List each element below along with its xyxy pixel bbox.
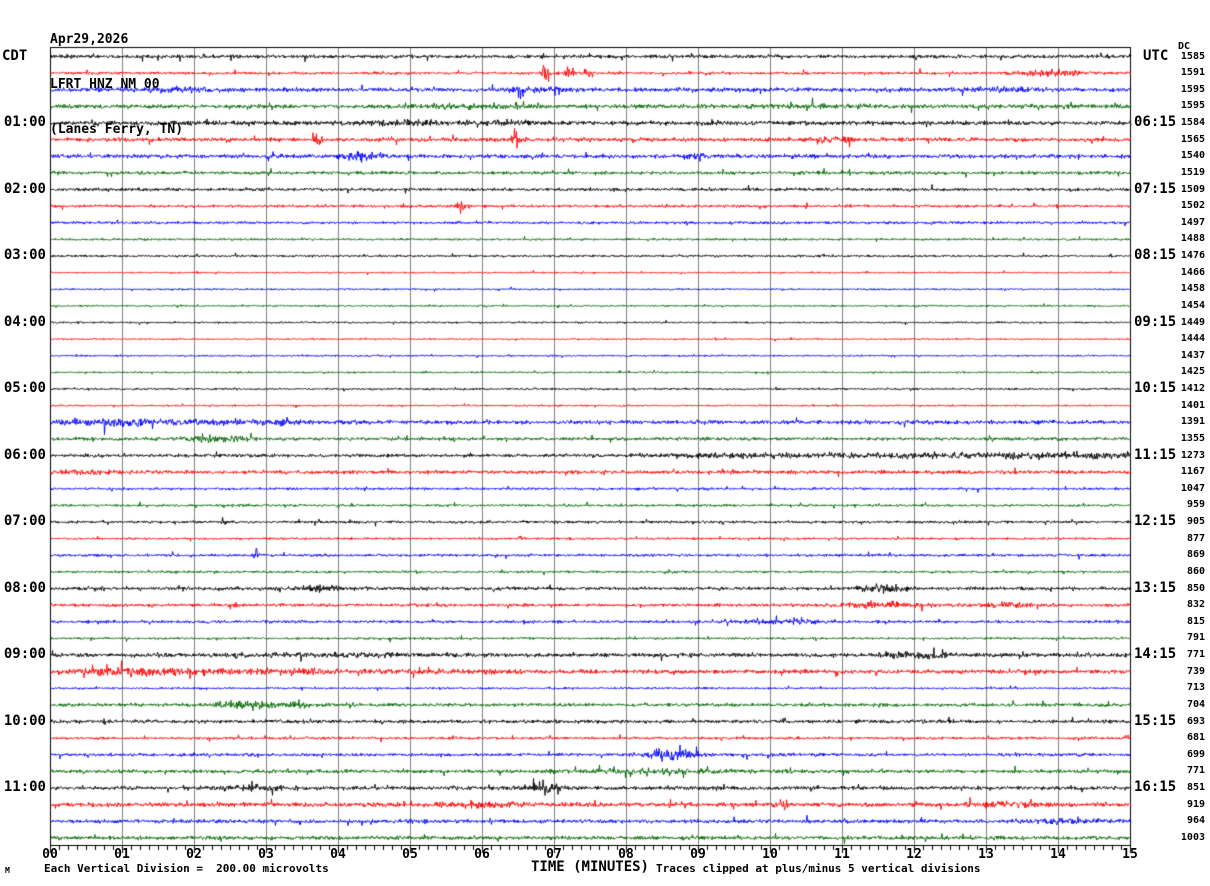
dc-offset-value: 1003 bbox=[1180, 831, 1205, 843]
x-axis-title: TIME (MINUTES) bbox=[530, 859, 649, 875]
dc-offset-value: 1273 bbox=[1180, 449, 1205, 461]
dc-offset-value: 1425 bbox=[1180, 366, 1205, 378]
dc-offset-value: 1401 bbox=[1180, 399, 1205, 411]
right-time-label: 14:15 bbox=[1134, 646, 1177, 662]
left-time-label: 03:00 bbox=[3, 247, 46, 263]
station-label: LFRT HNZ NM 00 bbox=[50, 77, 160, 92]
dc-offset-value: 1497 bbox=[1180, 216, 1205, 228]
x-tick-label: 05 bbox=[402, 847, 418, 862]
dc-offset-value: 1437 bbox=[1180, 349, 1205, 361]
watermark: M bbox=[5, 866, 10, 875]
dc-offset-value: 851 bbox=[1186, 782, 1205, 793]
x-tick-label: 11 bbox=[834, 847, 850, 862]
dc-offset-value: 1047 bbox=[1180, 482, 1205, 494]
dc-offset-value: 1584 bbox=[1180, 117, 1205, 128]
dc-offset-value: 1585 bbox=[1180, 50, 1205, 62]
dc-offset-value: 919 bbox=[1186, 798, 1205, 810]
scale-note: Each Vertical Division = 200.00 microvolts bbox=[44, 862, 329, 875]
left-time-label: 06:00 bbox=[3, 446, 46, 463]
dc-offset-value: 1355 bbox=[1180, 432, 1205, 444]
dc-offset-value: 850 bbox=[1186, 582, 1205, 594]
dc-offset-value: 1595 bbox=[1180, 83, 1205, 95]
dc-offset-value: 1509 bbox=[1180, 183, 1205, 195]
dc-offset-value: 1595 bbox=[1180, 100, 1205, 112]
dc-offset-value: 1466 bbox=[1180, 266, 1205, 278]
clip-note: Traces clipped at plus/minus 5 vertical divisions bbox=[656, 862, 981, 875]
left-time-label: 04:00 bbox=[3, 313, 46, 330]
x-tick-label: 09 bbox=[690, 847, 706, 862]
dc-offset-value: 791 bbox=[1186, 632, 1205, 644]
date-label: Apr29,2026 bbox=[50, 32, 129, 47]
x-tick-label: 12 bbox=[906, 847, 922, 862]
x-tick-label: 04 bbox=[330, 847, 346, 862]
dc-offset-value: 860 bbox=[1186, 565, 1205, 577]
right-time-label: 13:15 bbox=[1134, 579, 1177, 596]
dc-offset-value: 1591 bbox=[1180, 67, 1205, 79]
dc-offset-value: 1502 bbox=[1180, 200, 1205, 212]
left-time-label: 01:00 bbox=[3, 114, 46, 130]
dc-offset-value: 693 bbox=[1186, 715, 1205, 727]
right-time-label: 16:15 bbox=[1134, 779, 1177, 795]
right-timezone-label: UTC bbox=[1143, 48, 1169, 64]
left-time-label: 09:00 bbox=[3, 646, 46, 662]
right-time-label: 12:15 bbox=[1134, 513, 1177, 529]
dc-offset-value: 1565 bbox=[1180, 133, 1205, 145]
left-time-label: 11:00 bbox=[3, 779, 46, 795]
right-time-label: 10:15 bbox=[1134, 380, 1177, 396]
dc-offset-value: 959 bbox=[1186, 499, 1205, 511]
dc-offset-value: 815 bbox=[1186, 615, 1205, 627]
dc-offset-value: 1458 bbox=[1180, 283, 1205, 295]
dc-offset-value: 771 bbox=[1186, 649, 1205, 660]
x-tick-label: 14 bbox=[1050, 847, 1066, 862]
x-tick-label: 10 bbox=[762, 847, 778, 862]
location-label: (Lanes Ferry, TN) bbox=[50, 122, 184, 137]
x-tick-label: 13 bbox=[978, 847, 994, 862]
dc-offset-value: 699 bbox=[1186, 748, 1205, 760]
dc-offset-value: 681 bbox=[1186, 732, 1205, 744]
dc-offset-value: 964 bbox=[1186, 815, 1205, 827]
dc-offset-value: 739 bbox=[1186, 665, 1205, 677]
left-time-label: 10:00 bbox=[3, 712, 46, 729]
dc-offset-value: 869 bbox=[1186, 549, 1205, 561]
right-time-label: 11:15 bbox=[1134, 446, 1177, 463]
x-tick-label: 07 bbox=[546, 847, 562, 862]
dc-offset-value: 1391 bbox=[1180, 416, 1205, 428]
right-time-label: 07:15 bbox=[1134, 180, 1177, 197]
x-tick-label: 01 bbox=[114, 847, 130, 862]
dc-offset-value: 771 bbox=[1186, 765, 1205, 777]
dc-offset-value: 1449 bbox=[1180, 316, 1205, 328]
right-time-label: 06:15 bbox=[1134, 114, 1177, 130]
left-timezone-label: CDT bbox=[2, 48, 28, 64]
left-time-label: 08:00 bbox=[3, 579, 46, 596]
right-time-label: 08:15 bbox=[1134, 247, 1177, 263]
dc-offset-value: 1519 bbox=[1180, 166, 1205, 178]
x-tick-label: 15 bbox=[1122, 847, 1138, 862]
plot-title-block bbox=[50, 2, 183, 167]
dc-offset-value: 1444 bbox=[1180, 333, 1205, 345]
x-tick-label: 00 bbox=[42, 847, 58, 862]
left-time-label: 05:00 bbox=[3, 380, 46, 396]
dc-offset-value: 1167 bbox=[1180, 466, 1205, 478]
right-time-label: 09:15 bbox=[1134, 313, 1177, 330]
left-time-label: 07:00 bbox=[3, 513, 46, 529]
x-tick-label: 02 bbox=[186, 847, 202, 862]
x-tick-label: 08 bbox=[618, 847, 634, 862]
dc-offset-value: 1488 bbox=[1180, 233, 1205, 245]
dc-header-label: DC bbox=[1178, 41, 1191, 52]
dc-offset-value: 713 bbox=[1186, 682, 1205, 694]
dc-offset-value: 1540 bbox=[1180, 150, 1205, 162]
dc-offset-value: 877 bbox=[1186, 532, 1205, 544]
dc-offset-value: 832 bbox=[1186, 599, 1205, 611]
right-time-label: 15:15 bbox=[1134, 712, 1177, 729]
x-tick-label: 06 bbox=[474, 847, 490, 862]
left-time-label: 02:00 bbox=[3, 180, 46, 197]
dc-offset-value: 1412 bbox=[1180, 383, 1205, 394]
x-tick-label: 03 bbox=[258, 847, 274, 862]
dc-offset-value: 905 bbox=[1186, 516, 1205, 527]
dc-offset-value: 704 bbox=[1186, 698, 1205, 710]
dc-offset-value: 1476 bbox=[1180, 250, 1205, 261]
dc-offset-value: 1454 bbox=[1180, 299, 1205, 311]
